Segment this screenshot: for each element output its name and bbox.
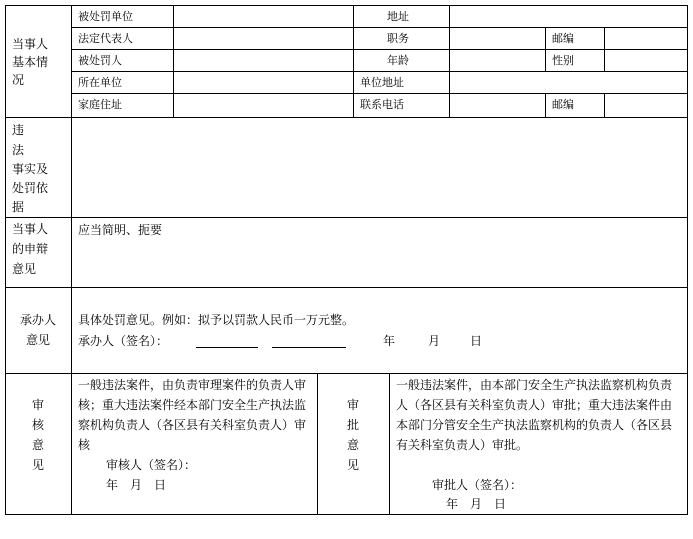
employer-field[interactable] xyxy=(178,75,348,90)
postcode-field[interactable] xyxy=(609,31,683,46)
party-section-label-1: 当事人 xyxy=(12,37,49,51)
approval-label-4: 见 xyxy=(346,458,359,472)
border-top xyxy=(5,5,688,6)
party-row-line-3 xyxy=(71,71,688,72)
divider-party xyxy=(5,117,688,118)
position-field[interactable] xyxy=(454,31,540,46)
unit-label: 被处罚单位 xyxy=(78,10,133,23)
handler-month: 月 xyxy=(428,334,441,348)
review-label-3: 意 xyxy=(31,438,44,452)
party-col-line-1 xyxy=(173,5,174,118)
phone-label: 联系电话 xyxy=(360,98,404,111)
unit-field[interactable] xyxy=(178,9,348,24)
party-col-line-4b xyxy=(545,93,546,118)
home-address-label: 家庭住址 xyxy=(78,98,122,111)
postcode2-label: 邮编 xyxy=(552,98,574,111)
approval-date: 年 月 日 xyxy=(446,497,507,511)
home-address-field[interactable] xyxy=(178,97,348,112)
gender-field[interactable] xyxy=(609,53,683,68)
handler-day: 日 xyxy=(470,334,483,348)
employer-address-field[interactable] xyxy=(454,75,682,90)
defense-label-2: 的申辩 xyxy=(12,242,49,256)
approval-label-3: 意 xyxy=(346,438,359,452)
party-col-line-2 xyxy=(353,5,354,118)
handler-content[interactable]: 具体处罚意见。例如：拟予以罚款人民币一万元整。 xyxy=(78,313,355,327)
person-field[interactable] xyxy=(178,53,348,68)
party-section-label-3: 况 xyxy=(12,73,25,87)
handler-label-2: 意见 xyxy=(25,333,50,347)
defense-label-1: 当事人 xyxy=(12,222,49,236)
violation-label-3: 事实及 xyxy=(12,162,49,176)
legal-rep-field[interactable] xyxy=(178,31,348,46)
handler-year: 年 xyxy=(383,334,396,348)
approval-content[interactable]: 一般违法案件，由本部门安全生产执法监察机构负责人（各区县有关科室负责人）审批；重大违法案件由本部门分管安全生产执法监察机构的负责人（各区县有关科室负责人）审批。 xyxy=(396,378,673,452)
person-label: 被处罚人 xyxy=(78,54,122,67)
defense-label-3: 意见 xyxy=(12,262,37,276)
address-field[interactable] xyxy=(454,9,682,24)
divider-violation xyxy=(5,217,688,218)
border-bottom xyxy=(5,514,688,515)
party-col-line-4a xyxy=(545,27,546,72)
party-row-line-2 xyxy=(71,49,688,50)
review-label-4: 见 xyxy=(31,458,44,472)
legal-rep-label: 法定代表人 xyxy=(78,32,133,45)
party-row-line-1 xyxy=(71,27,688,28)
party-col-line-3 xyxy=(449,5,450,118)
approval-signature-label: 审批人（签名）： xyxy=(432,478,523,492)
review-date: 年 月 日 xyxy=(106,478,167,492)
review-signature-label: 审核人（签名）： xyxy=(106,458,197,472)
address-label: 地址 xyxy=(387,10,409,23)
party-row-line-4 xyxy=(71,93,688,94)
phone-field[interactable] xyxy=(454,97,540,112)
age-label: 年龄 xyxy=(387,54,409,67)
postcode2-field[interactable] xyxy=(609,97,683,112)
party-section-label-2: 基本情 xyxy=(12,55,49,69)
violation-label-2: 法 xyxy=(12,143,25,157)
approval-label-2: 批 xyxy=(346,418,359,432)
label-column-line xyxy=(71,5,72,515)
employer-address-label: 单位地址 xyxy=(360,76,404,89)
violation-label-5: 据 xyxy=(12,200,25,214)
violation-label-1: 违 xyxy=(12,123,25,137)
approval-split-line-2 xyxy=(389,373,390,515)
position-label: 职务 xyxy=(387,32,409,45)
handler-label-1: 承办人 xyxy=(19,313,56,327)
employer-label: 所在单位 xyxy=(78,76,122,89)
review-content[interactable]: 一般违法案件，由负责审理案件的负责人审核；重大违法案件经本部门安全生产执法监察机构负责人（各区县有关科室负责人）审核 xyxy=(78,378,307,452)
party-col-line-5a xyxy=(604,27,605,72)
divider-defense xyxy=(5,287,688,288)
age-field[interactable] xyxy=(454,53,540,68)
postcode-label: 邮编 xyxy=(552,32,574,45)
divider-handler xyxy=(5,373,688,374)
gender-label: 性别 xyxy=(552,54,574,67)
party-col-line-5b xyxy=(604,93,605,118)
violation-content[interactable] xyxy=(77,122,681,212)
review-label-2: 核 xyxy=(31,418,44,432)
approval-label-1: 审 xyxy=(346,398,359,412)
border-right xyxy=(687,5,688,515)
handler-signature-line-2[interactable] xyxy=(272,347,346,348)
defense-content[interactable]: 应当简明、扼要 xyxy=(78,223,163,237)
violation-label-4: 处罚依 xyxy=(12,181,49,195)
review-label-1: 审 xyxy=(31,398,44,412)
handler-signature-label: 承办人（签名）： xyxy=(78,334,169,348)
handler-signature-line[interactable] xyxy=(196,347,258,348)
